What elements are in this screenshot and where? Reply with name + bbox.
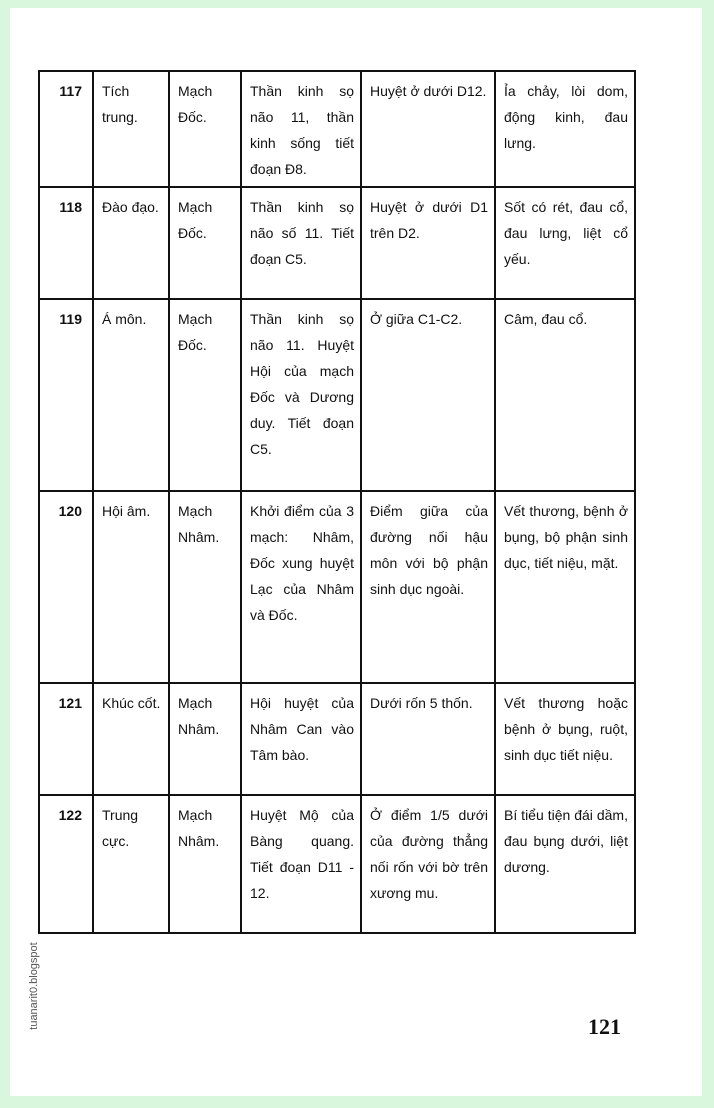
- anatomy: Khởi điểm của 3 mạch: Nhâm, Đốc xung huyệt Lạc của Nhâm và Đốc.: [241, 491, 361, 683]
- table-row: [39, 683, 635, 795]
- indication: Vết thương hoặc bệnh ở bụng, ruột, sinh dục tiết niệu.: [495, 683, 635, 795]
- table-row: [39, 795, 635, 933]
- table-row: [39, 491, 635, 683]
- point-number: 120: [39, 491, 93, 683]
- indication: Câm, đau cổ.: [495, 299, 635, 491]
- indication: Ỉa chảy, lòi dom, động kinh, đau lưng.: [495, 71, 635, 187]
- point-name: Á môn.: [93, 299, 169, 491]
- anatomy: Huyệt Mộ của Bàng quang. Tiết đoạn D11 - 12.: [241, 795, 361, 933]
- location: Huyệt ở dưới D1 trên D2.: [361, 187, 495, 299]
- meridian: Mạch Nhâm.: [169, 795, 241, 933]
- meridian: Mạch Nhâm.: [169, 683, 241, 795]
- indication: Vết thương, bệnh ở bụng, bộ phận sinh dục, tiết niệu, mặt.: [495, 491, 635, 683]
- location: Huyệt ở dưới D12.: [361, 71, 495, 187]
- point-name: Đào đạo.: [93, 187, 169, 299]
- point-name: Trung cực.: [93, 795, 169, 933]
- acupoint-table: [38, 70, 636, 934]
- table-row: [39, 71, 635, 187]
- point-number: 119: [39, 299, 93, 491]
- point-name: Khúc cốt.: [93, 683, 169, 795]
- location: Ở giữa C1-C2.: [361, 299, 495, 491]
- location: Điểm giữa của đường nối hậu môn với bộ phận sinh dục ngoài.: [361, 491, 495, 683]
- watermark: tuanarit0.blogspot: [28, 942, 40, 1030]
- meridian: Mạch Đốc.: [169, 187, 241, 299]
- document-page: [10, 8, 702, 1096]
- anatomy: Thần kinh sọ não 11, thần kinh sống tiết đoạn Đ8.: [241, 71, 361, 187]
- meridian: Mạch Nhâm.: [169, 491, 241, 683]
- anatomy: Thần kinh sọ não 11. Huyệt Hội của mạch Đốc và Dương duy. Tiết đoạn C5.: [241, 299, 361, 491]
- anatomy: Hội huyệt của Nhâm Can vào Tâm bào.: [241, 683, 361, 795]
- meridian: Mạch Đốc.: [169, 71, 241, 187]
- location: Dưới rốn 5 thốn.: [361, 683, 495, 795]
- location: Ở điểm 1/5 dưới của đường thẳng nối rốn với bờ trên xương mu.: [361, 795, 495, 933]
- point-number: 117: [39, 71, 93, 187]
- anatomy: Thần kinh sọ não số 11. Tiết đoạn C5.: [241, 187, 361, 299]
- point-number: 121: [39, 683, 93, 795]
- point-name: Hội âm.: [93, 491, 169, 683]
- indication: Bí tiểu tiện đái dầm, đau bụng dưới, liệt dương.: [495, 795, 635, 933]
- meridian: Mạch Đốc.: [169, 299, 241, 491]
- table-row: [39, 299, 635, 491]
- point-number: 118: [39, 187, 93, 299]
- point-name: Tích trung.: [93, 71, 169, 187]
- indication: Sốt có rét, đau cổ, đau lưng, liệt cổ yếu.: [495, 187, 635, 299]
- table-row: [39, 187, 635, 299]
- point-number: 122: [39, 795, 93, 933]
- page-number: 121: [588, 1014, 621, 1039]
